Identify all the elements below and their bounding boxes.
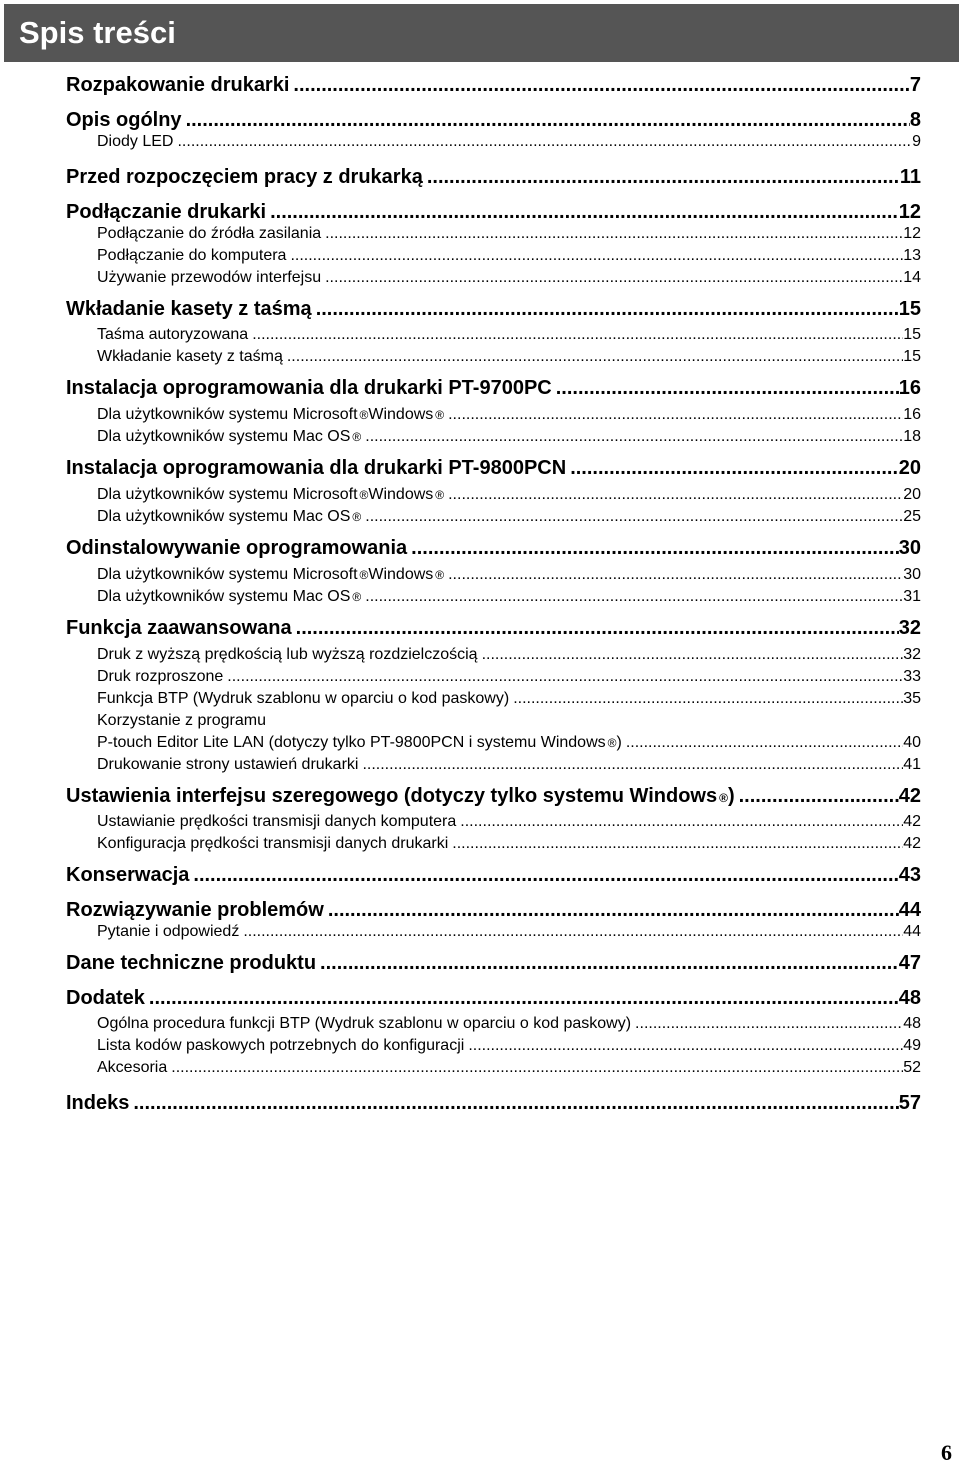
toc-page-number: 16 xyxy=(898,377,921,399)
toc-entry[interactable] xyxy=(66,617,921,639)
toc-page-number: 30 xyxy=(903,566,921,583)
toc-entry-title: Pytanie i odpowiedź xyxy=(97,923,240,940)
toc-entry-title: Instalacja oprogramowania dla drukarki PT-9700PC xyxy=(66,377,552,399)
toc-entry[interactable] xyxy=(66,1092,921,1114)
dot-leader xyxy=(149,987,899,1009)
dot-leader xyxy=(293,74,909,96)
toc-entry-title: Druk z wyższą prędkością lub wyższą rozdzielczością xyxy=(97,646,478,663)
dot-leader xyxy=(287,346,903,368)
dot-leader xyxy=(448,404,903,426)
toc-entry-title: Lista kodów paskowych potrzebnych do konfiguracji xyxy=(97,1037,465,1054)
dot-leader xyxy=(570,457,899,479)
toc-page-number: 49 xyxy=(903,1037,921,1054)
toc-entry-title: Taśma autoryzowana xyxy=(97,326,249,343)
dot-leader xyxy=(252,324,903,346)
toc-entry-title: Podłączanie do źródła zasilania xyxy=(97,225,322,242)
dot-leader xyxy=(328,899,899,921)
toc-subentry[interactable]: Dla użytkowników systemu Mac OS ® ..... 31 xyxy=(66,586,921,608)
toc-entry-title: Wkładanie kasety z taśmą xyxy=(97,348,283,365)
toc-page-number: 30 xyxy=(898,537,921,559)
toc-entry-title: Diody LED xyxy=(97,133,174,150)
toc-page-number: 57 xyxy=(898,1092,921,1114)
toc-subentry[interactable] xyxy=(66,346,921,368)
toc-entry-title: Używanie przewodów interfejsu xyxy=(97,269,322,286)
toc-entry-title: Instalacja oprogramowania dla drukarki PT-9800PCN xyxy=(66,457,567,479)
toc-subentry[interactable]: P-touch Editor Lite LAN (dotyczy tylko PT-9800PCN i systemu Windows ® ) ..... 40 xyxy=(66,732,921,754)
toc-subentry[interactable] xyxy=(66,131,921,153)
dot-leader xyxy=(448,484,903,506)
toc-entry[interactable] xyxy=(66,952,921,974)
toc-subentry[interactable]: Dla użytkowników systemu Mac OS ® ..... 18 xyxy=(66,426,921,448)
toc-page-number: 35 xyxy=(903,690,921,707)
toc-entry[interactable] xyxy=(66,899,921,921)
dot-leader xyxy=(325,267,903,289)
toc-page-number: 13 xyxy=(903,247,921,264)
dot-leader xyxy=(452,833,903,855)
toc-page-number: 11 xyxy=(899,166,921,188)
toc-entry-title: Dla użytkowników systemu Mac OS xyxy=(97,508,351,525)
toc-entry-title: Funkcja BTP (Wydruk szablonu w oparciu o kod paskowy) xyxy=(97,690,510,707)
toc-subentry[interactable] xyxy=(66,688,921,710)
dot-leader xyxy=(482,644,904,666)
toc-page-number: 15 xyxy=(898,298,921,320)
toc-entry-title: Odinstalowywanie oprogramowania xyxy=(66,537,408,559)
toc-entry-title: Drukowanie strony ustawień drukarki xyxy=(97,756,359,773)
dot-leader xyxy=(177,131,912,153)
toc-entry-title: Dla użytkowników systemu Microsoft xyxy=(97,406,358,423)
toc-entry-title: P-touch Editor Lite LAN (dotyczy tylko PT-9800PCN i systemu Windows xyxy=(97,734,606,751)
toc-entry-title: Dla użytkowników systemu Mac OS xyxy=(97,428,351,445)
toc-entry[interactable] xyxy=(66,109,921,131)
toc-entry[interactable] xyxy=(66,201,921,223)
dot-leader xyxy=(365,586,903,608)
toc-entry-title: Dodatek xyxy=(66,987,145,1009)
toc-entry[interactable] xyxy=(66,74,921,96)
toc-entry-title: Podłączanie drukarki xyxy=(66,201,267,223)
toc-page-number: 42 xyxy=(903,813,921,830)
toc-page-number: 15 xyxy=(903,326,921,343)
header-bar xyxy=(4,4,959,62)
toc-page-number: 48 xyxy=(903,1015,921,1032)
toc-entry-title-suffix: ) xyxy=(616,734,622,751)
toc-entry-title: Indeks xyxy=(66,1092,130,1114)
toc-entry-title: Konserwacja xyxy=(66,864,190,886)
dot-leader xyxy=(365,506,903,528)
toc-subentry[interactable]: Dla użytkowników systemu Microsoft ® Windows ® ..... 16 xyxy=(66,404,921,426)
toc-page-number: 42 xyxy=(898,785,921,807)
toc-entry-title: Ustawienia interfejsu szeregowego (dotyczy tylko systemu Windows xyxy=(66,785,718,807)
toc-page-number: 12 xyxy=(903,225,921,242)
toc-entry[interactable] xyxy=(66,377,921,399)
toc-subentry[interactable]: Dla użytkowników systemu Microsoft ® Windows ® ..... 30 xyxy=(66,564,921,586)
dot-leader xyxy=(626,732,903,754)
dot-leader xyxy=(243,921,903,943)
toc-entry-title: Przed rozpoczęciem pracy z drukarką xyxy=(66,166,423,188)
toc-page-number: 12 xyxy=(898,201,921,223)
toc-page-number: 14 xyxy=(903,269,921,286)
dot-leader xyxy=(365,426,903,448)
toc-entry-title: Konfiguracja prędkości transmisji danych drukarki xyxy=(97,835,449,852)
toc-page-number: 8 xyxy=(909,109,921,131)
toc-page-number: 20 xyxy=(903,486,921,503)
dot-leader xyxy=(513,688,903,710)
toc-subentry[interactable] xyxy=(66,921,921,943)
toc-page-number: 25 xyxy=(903,508,921,525)
toc-page-number: 20 xyxy=(898,457,921,479)
dot-leader xyxy=(296,617,899,639)
toc-entry-title: Dla użytkowników systemu Microsoft xyxy=(97,486,358,503)
dot-leader xyxy=(193,864,898,886)
toc-entry-title: Wkładanie kasety z taśmą xyxy=(66,298,312,320)
toc-entry-title: Dla użytkowników systemu Mac OS xyxy=(97,588,351,605)
toc-subentry[interactable] xyxy=(66,324,921,346)
toc-page-number: 41 xyxy=(903,756,921,773)
dot-leader xyxy=(635,1013,903,1035)
toc-page-number: 48 xyxy=(898,987,921,1009)
toc-page-number: 33 xyxy=(903,668,921,685)
dot-leader xyxy=(739,785,899,807)
toc-page-number: 52 xyxy=(903,1059,921,1076)
toc-entry-title: Druk rozproszone xyxy=(97,668,224,685)
toc-entry-title-suffix: Windows xyxy=(368,566,434,583)
dot-leader xyxy=(133,1092,898,1114)
page-title: Spis treści xyxy=(19,15,176,50)
dot-leader xyxy=(556,377,899,399)
toc-subentry[interactable] xyxy=(66,267,921,289)
toc-page-number: 32 xyxy=(898,617,921,639)
toc-page-number: 7 xyxy=(909,74,921,96)
dot-leader xyxy=(325,223,903,245)
dot-leader xyxy=(186,109,910,131)
table-of-contents xyxy=(66,68,921,1114)
toc-page-number: 15 xyxy=(903,348,921,365)
dot-leader xyxy=(270,201,899,223)
toc-subentry[interactable] xyxy=(66,811,921,833)
toc-entry[interactable] xyxy=(66,537,921,559)
toc-page-number: 18 xyxy=(903,428,921,445)
toc-subentry[interactable] xyxy=(66,754,921,776)
toc-entry[interactable] xyxy=(66,864,921,886)
toc-page-number: 43 xyxy=(898,864,921,886)
toc-page-number: 44 xyxy=(898,899,921,921)
toc-subentry[interactable] xyxy=(66,1013,921,1035)
toc-subentry[interactable] xyxy=(66,833,921,855)
dot-leader xyxy=(316,298,899,320)
toc-subentry[interactable] xyxy=(66,245,921,267)
toc-page-number: 32 xyxy=(903,646,921,663)
dot-leader xyxy=(411,537,899,559)
toc-page-number: 40 xyxy=(903,734,921,751)
dot-leader xyxy=(171,1057,903,1079)
toc-subentry[interactable]: Dla użytkowników systemu Microsoft ® Windows ® ..... 20 xyxy=(66,484,921,506)
dot-leader xyxy=(448,564,903,586)
toc-page-number: 47 xyxy=(898,952,921,974)
dot-leader xyxy=(227,666,903,688)
toc-entry-title: Rozwiązywanie problemów xyxy=(66,899,324,921)
toc-page-number: 44 xyxy=(903,923,921,940)
toc-entry-title: Opis ogólny xyxy=(66,109,182,131)
toc-entry-title: Podłączanie do komputera xyxy=(97,247,287,264)
dot-leader xyxy=(427,166,900,188)
toc-entry[interactable] xyxy=(66,166,921,188)
toc-entry-title-suffix: Windows xyxy=(368,406,434,423)
toc-entry-title: Korzystanie z programu xyxy=(97,712,266,729)
toc-subentry[interactable] xyxy=(66,1057,921,1079)
toc-subentry[interactable] xyxy=(66,644,921,666)
dot-leader xyxy=(468,1035,903,1057)
toc-entry-title: Funkcja zaawansowana xyxy=(66,617,292,639)
dot-leader xyxy=(320,952,899,974)
page-number: 6 xyxy=(941,1440,952,1465)
toc-entry[interactable] xyxy=(66,987,921,1009)
toc-entry-title-suffix: ) xyxy=(727,785,735,807)
toc-subentry[interactable] xyxy=(66,710,921,732)
dot-leader xyxy=(290,245,903,267)
toc-page-number: 31 xyxy=(903,588,921,605)
toc-entry[interactable]: Ustawienia interfejsu szeregowego (dotyczy tylko systemu Windows ® ) ..... 42 xyxy=(66,785,921,807)
toc-entry[interactable] xyxy=(66,457,921,479)
toc-page-number: 9 xyxy=(912,133,921,150)
toc-entry-title-suffix: Windows xyxy=(368,486,434,503)
toc-subentry[interactable]: Dla użytkowników systemu Mac OS ® ..... 25 xyxy=(66,506,921,528)
toc-entry-title: Dla użytkowników systemu Microsoft xyxy=(97,566,358,583)
dot-leader xyxy=(460,811,903,833)
toc-entry-title: Ustawianie prędkości transmisji danych komputera xyxy=(97,813,457,830)
toc-entry-title: Dane techniczne produktu xyxy=(66,952,317,974)
toc-subentry[interactable] xyxy=(66,666,921,688)
toc-entry-title: Akcesoria xyxy=(97,1059,168,1076)
toc-subentry[interactable] xyxy=(66,223,921,245)
toc-page-number: 42 xyxy=(903,835,921,852)
toc-entry[interactable] xyxy=(66,298,921,320)
toc-entry-title: Rozpakowanie drukarki xyxy=(66,74,290,96)
toc-page-number: 16 xyxy=(903,406,921,423)
toc-entry-title: Ogólna procedura funkcji BTP (Wydruk szablonu w oparciu o kod paskowy) xyxy=(97,1015,632,1032)
toc-subentry[interactable] xyxy=(66,1035,921,1057)
dot-leader xyxy=(362,754,903,776)
